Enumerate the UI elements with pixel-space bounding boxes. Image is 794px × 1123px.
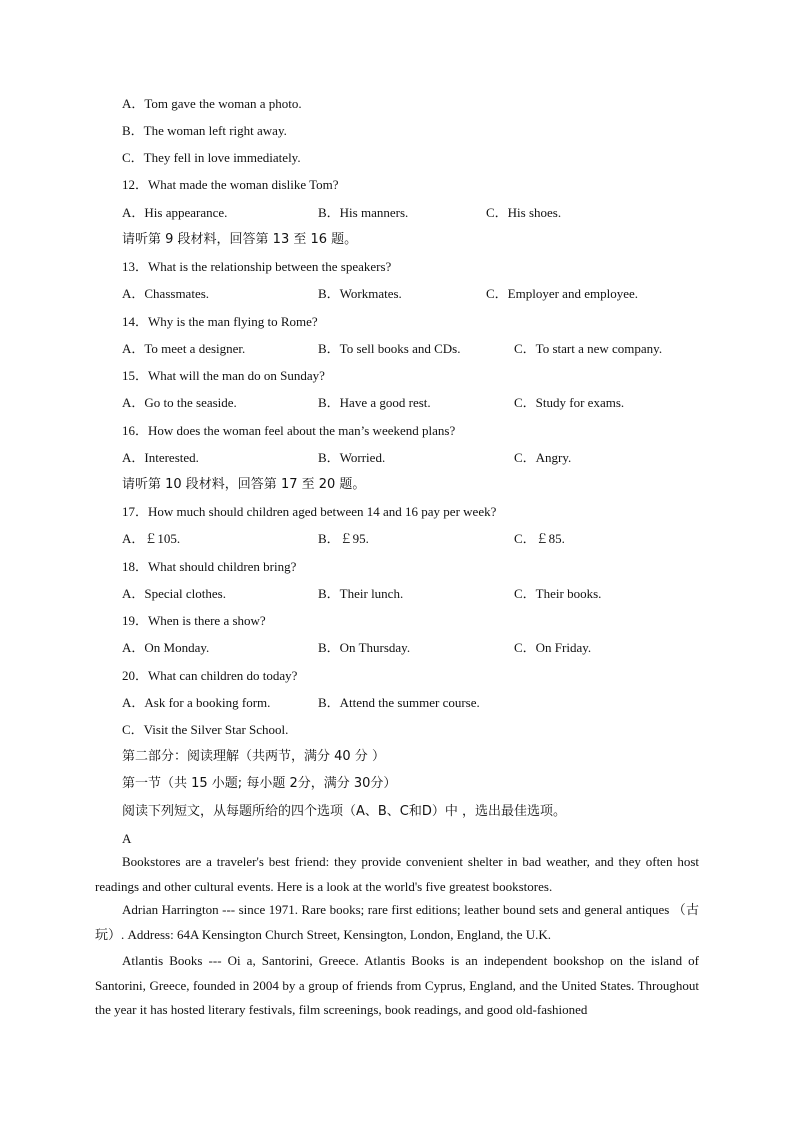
q16-option-c: C．Angry. bbox=[514, 450, 572, 465]
q11-option-c: C．They fell in love immediately. bbox=[122, 150, 301, 165]
q17-option-c: C．￡85. bbox=[514, 531, 565, 546]
q18-option-b: B．Their lunch. bbox=[318, 586, 404, 601]
q11-option-b: B．The woman left right away. bbox=[122, 123, 287, 138]
q13-option-b: B．Workmates. bbox=[318, 286, 402, 301]
q20-option-b: B．Attend the summer course. bbox=[318, 695, 480, 710]
q17-option-a: A．￡105. bbox=[122, 531, 181, 546]
q19-option-c: C．On Friday. bbox=[514, 640, 592, 655]
passage-paragraph-3 bbox=[95, 949, 699, 1023]
passage-paragraph-1-text: Bookstores are a traveler's best friend: they provide convenient shelter in bad weather, and they often host readings and other cultural events. Here is a look at the world's five greatest bookstores. bbox=[95, 854, 699, 894]
passage-paragraph-2-text: Adrian Harrington --- since 1971. Rare books; rare first editions; leather bound sets and general antiques （古玩）. Address: 64A Kensington Church Street, Kensington, London, England, the U.K. bbox=[95, 902, 699, 942]
q13-option-c: C．Employer and employee. bbox=[486, 286, 638, 301]
reading-directions: 阅读下列短文，从每题所给的四个选项（A、B、C和D）中 ，选出最佳选项。 bbox=[122, 804, 567, 819]
q15-option-b: B．Have a good rest. bbox=[318, 395, 431, 410]
segment-9-instruction: 请听第 9 段材料，回答第 13 至 16 题。 bbox=[122, 232, 358, 247]
passage-paragraph-2 bbox=[95, 898, 699, 947]
q15-option-a: A．Go to the seaside. bbox=[122, 395, 237, 410]
section1-heading: 第一节（共 15 小题; 每小题 2分，满分 30分） bbox=[122, 776, 397, 791]
q16-option-a: A．Interested. bbox=[122, 450, 199, 465]
q20-stem: 20．What can children do today? bbox=[122, 668, 298, 683]
q12-option-b: B．His manners. bbox=[318, 205, 409, 220]
q15-stem: 15．What will the man do on Sunday? bbox=[122, 368, 325, 383]
q13-stem: 13．What is the relationship between the speakers? bbox=[122, 259, 392, 274]
q14-option-c: C．To start a new company. bbox=[514, 341, 663, 356]
q20-option-a: A．Ask for a booking form. bbox=[122, 695, 271, 710]
q18-option-a: A．Special clothes. bbox=[122, 586, 226, 601]
q18-stem: 18．What should children bring? bbox=[122, 559, 297, 574]
q19-stem: 19．When is there a show? bbox=[122, 613, 266, 628]
q19-option-b: B．On Thursday. bbox=[318, 640, 411, 655]
q12-option-a: A．His appearance. bbox=[122, 205, 228, 220]
q20-option-c: C．Visit the Silver Star School. bbox=[122, 722, 289, 737]
q14-option-b: B．To sell books and CDs. bbox=[318, 341, 461, 356]
q14-option-a: A．To meet a designer. bbox=[122, 341, 246, 356]
q17-option-b: B．￡95. bbox=[318, 531, 369, 546]
q13-option-a: A．Chassmates. bbox=[122, 286, 210, 301]
q11-option-a: A．Tom gave the woman a photo. bbox=[122, 96, 302, 111]
passage-paragraph-3-text: Atlantis Books --- Oi a, Santorini, Greece. Atlantis Books is an independent bookshop on the island of Santorini, Greece, founded in 2004 by a group of friends from Cyprus, England, and the United States. Throughout the year it has hosted literary festivals, film screenings, book readings, and good old-fashioned bbox=[95, 953, 699, 1017]
segment-10-instruction: 请听第 10 段材料，回答第 17 至 20 题。 bbox=[122, 477, 366, 492]
q17-stem: 17．How much should children aged between 14 and 16 pay per week? bbox=[122, 504, 497, 519]
q19-option-a: A．On Monday. bbox=[122, 640, 210, 655]
q16-stem: 16．How does the woman feel about the man’s weekend plans? bbox=[122, 423, 456, 438]
passage-paragraph-1 bbox=[95, 850, 699, 899]
part2-heading: 第二部分：阅读理解（共两节，满分 40 分 ） bbox=[122, 749, 385, 764]
q12-option-c: C．His shoes. bbox=[486, 205, 562, 220]
q16-option-b: B．Worried. bbox=[318, 450, 386, 465]
q18-option-c: C．Their books. bbox=[514, 586, 602, 601]
q15-option-c: C．Study for exams. bbox=[514, 395, 625, 410]
q14-stem: 14．Why is the man flying to Rome? bbox=[122, 314, 318, 329]
passage-label: A bbox=[122, 831, 132, 846]
q12-stem: 12．What made the woman dislike Tom? bbox=[122, 177, 339, 192]
